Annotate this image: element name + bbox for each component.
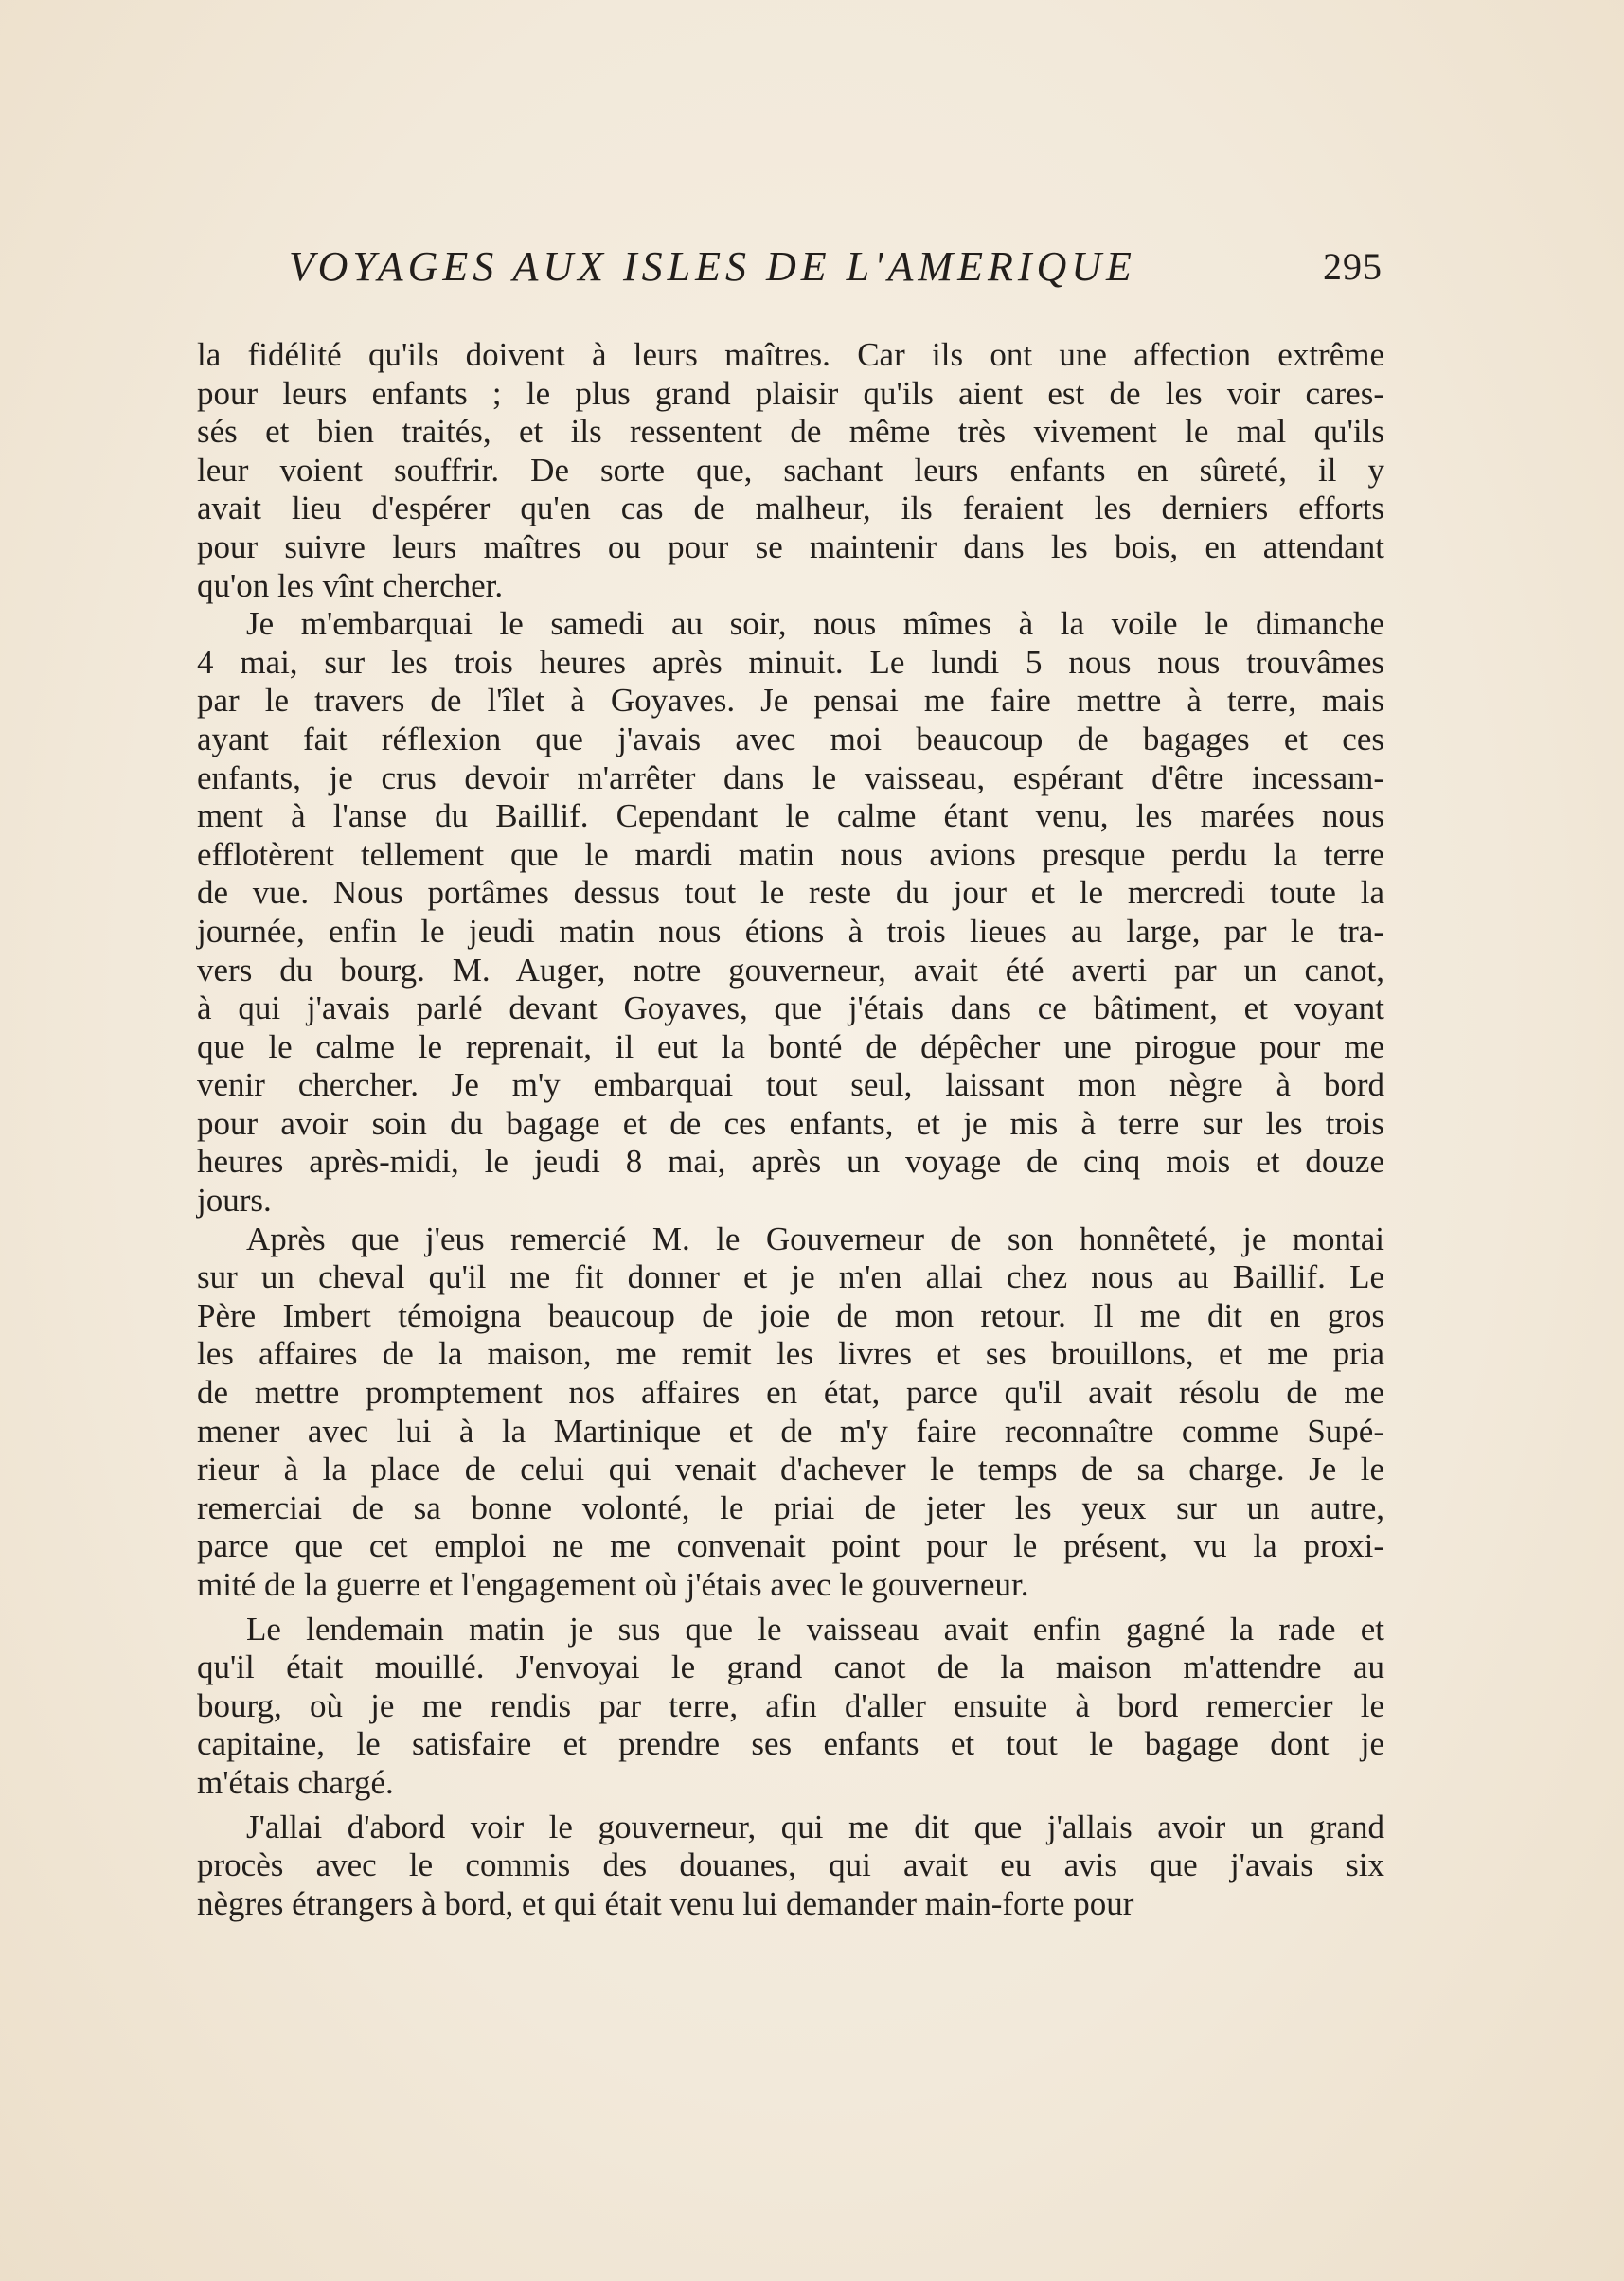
text-line: capitaine, le satisfaire et prendre ses enfants et tout le bagage dont je	[197, 1725, 1384, 1763]
text-line: ayant fait réflexion que j'avais avec moi beaucoup de bagages et ces	[197, 720, 1384, 757]
text-line: remerciai de sa bonne volonté, le priai de jeter les yeux sur un autre,	[197, 1488, 1384, 1526]
text-line: J'allai d'abord voir le gouverneur, qui me dit que j'allais avoir un grand	[246, 1808, 1384, 1845]
text-line: Je m'embarquai le samedi au soir, nous mîmes à la voile le dimanche	[246, 605, 1384, 643]
text-line: qu'il était mouillé. J'envoyai le grand canot de la maison m'attendre au	[197, 1648, 1384, 1686]
text-line: pour leurs enfants ; le plus grand plaisir qu'ils aient est de les voir cares-	[197, 374, 1384, 412]
text-line: vers du bourg. M. Auger, notre gouverneur, avait été averti par un canot,	[197, 951, 1384, 989]
text-line: mité de la guerre et l'engagement où j'étais avec le gouverneur.	[197, 1566, 1029, 1603]
text-line: Père Imbert témoigna beaucoup de joie de mon retour. Il me dit en gros	[197, 1296, 1384, 1334]
text-line: jours.	[197, 1182, 272, 1220]
text-line: efflotèrent tellement que le mardi matin nous avions presque perdu la terre	[197, 835, 1384, 873]
paragraph	[197, 1809, 1384, 1924]
text-line: de mettre promptement nos affaires en état, parce qu'il avait résolu de me	[197, 1374, 1384, 1412]
text-line: procès avec le commis des douanes, qui avait eu avis que j'avais six	[197, 1846, 1384, 1884]
text-line: parce que cet emploi ne me convenait point pour le présent, vu la proxi-	[197, 1527, 1384, 1565]
text-line: pour avoir soin du bagage et de ces enfants, et je mis à terre sur les trois	[197, 1104, 1384, 1142]
text-line: m'étais chargé.	[197, 1763, 394, 1801]
text-line: à qui j'avais parlé devant Goyaves, que j'étais dans ce bâtiment, et voyant	[197, 989, 1384, 1027]
text-line: sur un cheval qu'il me fit donner et je m'en allai chez nous au Baillif. Le	[197, 1258, 1384, 1296]
paragraph	[197, 1221, 1384, 1605]
text-line: Après que j'eus remercié M. le Gouverneur de son honnêteté, je montai	[246, 1220, 1384, 1257]
text-line: venir chercher. Je m'y embarquai tout seul, laissant mon nègre à bord	[197, 1066, 1384, 1104]
text-line: bourg, où je me rendis par terre, afin d'aller ensuite à bord remercier le	[197, 1686, 1384, 1724]
text-line: avait lieu d'espérer qu'en cas de malheur, ils feraient les derniers efforts	[197, 490, 1384, 527]
paragraph	[197, 605, 1384, 1221]
text-line: nègres étrangers à bord, et qui était venu lui demander main-forte pour	[197, 1884, 1134, 1922]
text-line: leur voient souffrir. De sorte que, sachant leurs enfants en sûreté, il y	[197, 451, 1384, 489]
page-header	[289, 242, 1383, 295]
text-line: mener avec lui à la Martinique et de m'y faire reconnaître comme Supé-	[197, 1412, 1384, 1450]
text-line: 4 mai, sur les trois heures après minuit. Le lundi 5 nous nous trouvâmes	[197, 643, 1384, 681]
text-line: les affaires de la maison, me remit les livres et ses brouillons, et me pria	[197, 1335, 1384, 1373]
text-line: ment à l'anse du Baillif. Cependant le calme étant venu, les marées nous	[197, 797, 1384, 835]
text-line: rieur à la place de celui qui venait d'achever le temps de sa charge. Je le	[197, 1451, 1384, 1488]
text-line: de vue. Nous portâmes dessus tout le reste du jour et le mercredi toute la	[197, 874, 1384, 912]
text-line: heures après-midi, le jeudi 8 mai, après un voyage de cinq mois et douze	[197, 1143, 1384, 1181]
text-line: par le travers de l'îlet à Goyaves. Je pensai me faire mettre à terre, mais	[197, 682, 1384, 720]
page-number: 295	[1323, 245, 1383, 288]
text-line: qu'on les vînt chercher.	[197, 566, 504, 604]
text-line: la fidélité qu'ils doivent à leurs maîtres. Car ils ont une affection extrême	[197, 336, 1384, 373]
text-line: journée, enfin le jeudi matin nous étions à trois lieues au large, par le tra-	[197, 912, 1384, 950]
body-text	[197, 336, 1384, 1923]
running-title: VOYAGES AUX ISLES DE L'AMERIQUE	[289, 243, 1136, 290]
text-line: sés et bien traités, et ils ressentent de même très vivement le mal qu'ils	[197, 413, 1384, 451]
text-line: Le lendemain matin je sus que le vaisseau avait enfin gagné la rade et	[246, 1610, 1384, 1648]
text-line: pour suivre leurs maîtres ou pour se maintenir dans les bois, en attendant	[197, 527, 1384, 565]
paragraph	[197, 1611, 1384, 1803]
paragraph	[197, 336, 1384, 605]
text-line: enfants, je crus devoir m'arrêter dans le vaisseau, espérant d'être incessam-	[197, 758, 1384, 796]
text-line: que le calme le reprenait, il eut la bonté de dépêcher une pirogue pour me	[197, 1027, 1384, 1065]
